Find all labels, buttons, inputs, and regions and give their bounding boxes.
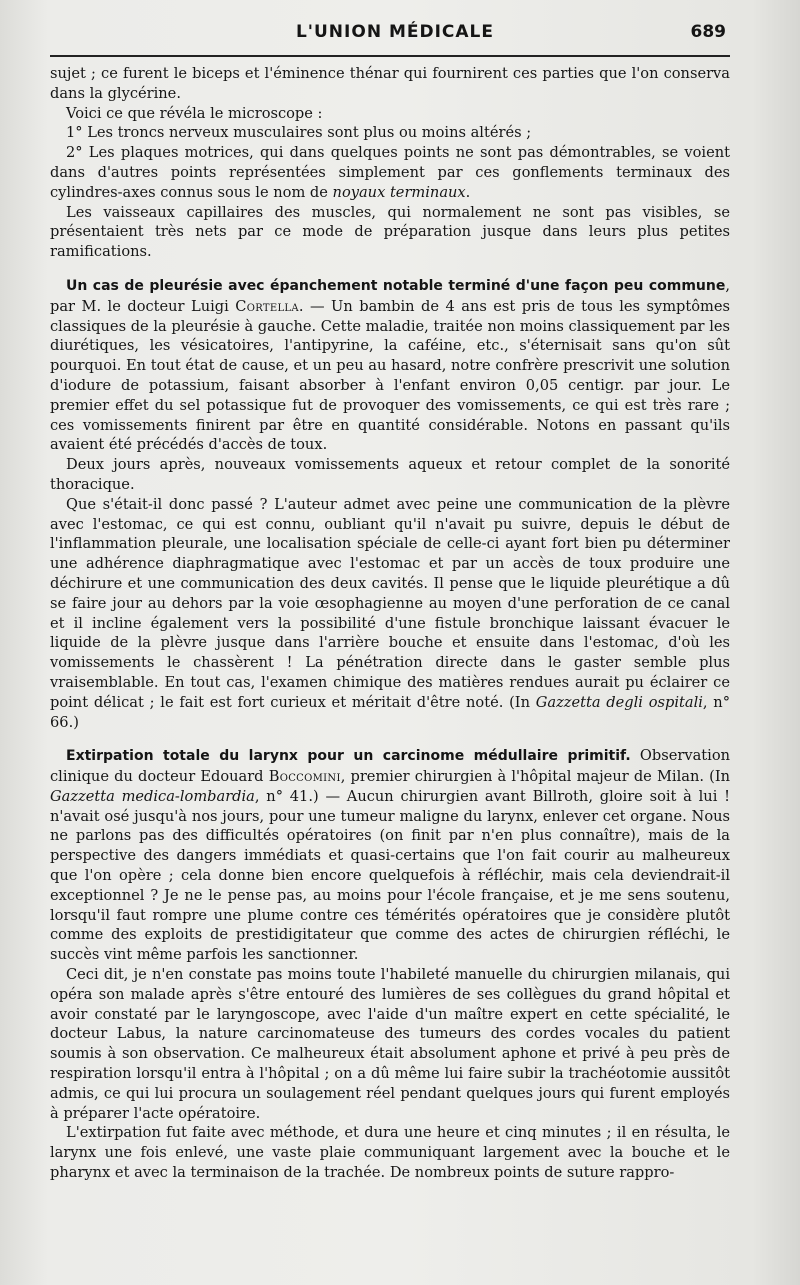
paragraph: Les vaisseaux capillaires des muscles, qui normalement ne sont pas visibles, se présentaient très nets par ce mode de préparation jusque dans leurs plus petites ramifications. <box>50 203 730 261</box>
paragraph: Ceci dit, je n'en constate pas moins toute l'habileté manuelle du chirurgien milanais, qui opéra son malade après s'être entouré des lumières de ses collègues du grand hôpital et avoir constaté par le laryngoscope, avec l'aide d'un maître expert en cette spécialité, le docteur Labus, la nature carcinomateuse des tumeurs des cordes vocales du patient soumis à son observation. Ce malheureux était absolument aphone et privé à peu près de respiration lorsqu'il entra à l'hôpital ; on a dû même lui faire subir la trachéotomie aussitôt admis, ce qui lui procura un soulagement réel pendant quelques jours qui furent employés à préparer l'acte opératoire. <box>50 966 730 1122</box>
byline: Observation clinique du docteur Edouard <box>50 747 731 786</box>
paragraph <box>50 495 730 733</box>
paragraph: L'extirpation fut faite avec méthode, et dura une heure et cinq minutes ; il en résulta, le larynx une fois enlevé, une vaste plaie communiquant largement avec la bouche et le pharynx et avec la terminaison de la trachée. De nombreux points de suture rappro- <box>50 1124 730 1182</box>
paragraph-text: , n° 41.) — Aucun chirurgien avant Billroth, gloire soit à lui ! n'avait osé jusqu'à nos jours, pour une tumeur maligne du larynx, enlever cet organe. Nous ne parlons pas des difficultés opératoires (on finit par n'en plus connaître), mais de la perspective des dangers immédiats et quasi-certains que l'on fait courir au malheureux que l'on opère ; cela donne bien encore quelquefois à réfléchir, mais cela deviendrait-il exceptionnel ? Je ne le pense pas, au moins pour l'école française, et je me sens soutenu, lorsqu'il faut rompre une plume contre ces témérités opératoires que je considère plutôt comme des exploits de prestidigitateur que comme des actes de chirurgien réfléchi, le succès vint même parfois les sanctionner. <box>50 787 730 964</box>
article-body <box>50 64 730 1183</box>
running-title: L'UNION MÉDICALE <box>295 22 495 42</box>
paragraph: Deux jours après, nouveaux vomissements aqueux et retour complet de la sonorité thoracique. <box>50 456 730 493</box>
paragraph: sujet ; ce furent le biceps et l'éminence thénar qui fournirent ces parties que l'on conserva dans la glycérine. <box>50 65 730 102</box>
page-header <box>50 18 740 58</box>
section-pleuresie <box>50 276 730 455</box>
journal-name: Gazzetta medica-lombardia <box>50 787 255 805</box>
paragraph-text: , premier chirurgien à l'hôpital majeur de Milan. (In <box>340 768 730 786</box>
author-name: Cortella <box>235 297 299 315</box>
author-name: Boccomini <box>268 768 341 786</box>
paragraph: 1° Les troncs nerveux musculaires sont plus ou moins altérés ; <box>66 124 532 142</box>
paragraph-text: Que s'était-il donc passé ? L'auteur admet avec peine une communication de la plèvre avec l'estomac, ce qui est connu, oubliant qu'il n'avait pu suivre, depuis le début de l'inflammation pleurale, une localisation spéciale de celle-ci ayant fort bien pu déterminer une adhérence diaphragmatique avec l'estomac et par un accès de toux produire une déchirure et une communication des deux cavités. Il pense que le liquide pleurétique a dû se faire jour au dehors par la voie œsophagienne au moyen d'une perforation de ce canal et il incline également vers la possibilité d'une fistule bronchique laissant évacuer le liquide de la plèvre jusque dans l'arrière bouche et ensuite dans l'estomac, d'où les vomissements le chassèrent ! La pénétration directe dans le gaster semble plus vraisemblable. En tout cas, l'examen chimique des matières rendues aurait pu éclairer ce point délicat ; le fait est fort curieux et méritait d'être noté. (In <box>50 495 730 711</box>
byline: , par M. le docteur Luigi <box>50 276 730 315</box>
paragraph-text: , n° 66.) <box>50 693 731 731</box>
paragraph: Voici ce que révéla le microscope : <box>66 104 323 122</box>
page-number: 689 <box>690 22 726 42</box>
paragraph <box>50 143 730 202</box>
italic-term: noyaux terminaux <box>332 183 466 201</box>
paragraph-text: . — Un bambin de 4 ans est pris de tous les symptômes classiques de la pleurésie à gauche. Cette maladie, traitée non moins classiquement par les diurétiques, les vésicatoires, l'antipyrine, la caféine, etc., s'éternisait sans qu'on sût pourquoi. En tout état de cause, et un peu au hasard, notre confrère prescrivit une solution d'iodure de potassium, faisant absorber à l'enfant environ 0,05 centigr. par jour. Le premier effet du sel potassique fut de provoquer des vomissements, ce qui est très rare ; ces vomissements finirent par être en quantité considérable. Notons en passant qu'ils avaient été précédés d'accès de toux. <box>50 297 731 454</box>
journal-name: Gazzetta degli ospitali <box>535 693 703 711</box>
section-title: Extirpation totale du larynx pour un carcinome médullaire primitif. <box>66 748 631 765</box>
paragraph-text: . <box>465 183 471 201</box>
paragraph-text: 2° Les plaques motrices, qui dans quelques points ne sont pas démontrables, se voient dans d'autres points représentées simplement par ces gonflements terminaux des cylindres-axes connus sous le nom de <box>50 144 730 201</box>
section-title: Un cas de pleurésie avec épanchement notable terminé d'une façon peu commune <box>66 277 726 294</box>
header-rule <box>50 55 730 57</box>
section-larynx <box>50 746 730 965</box>
